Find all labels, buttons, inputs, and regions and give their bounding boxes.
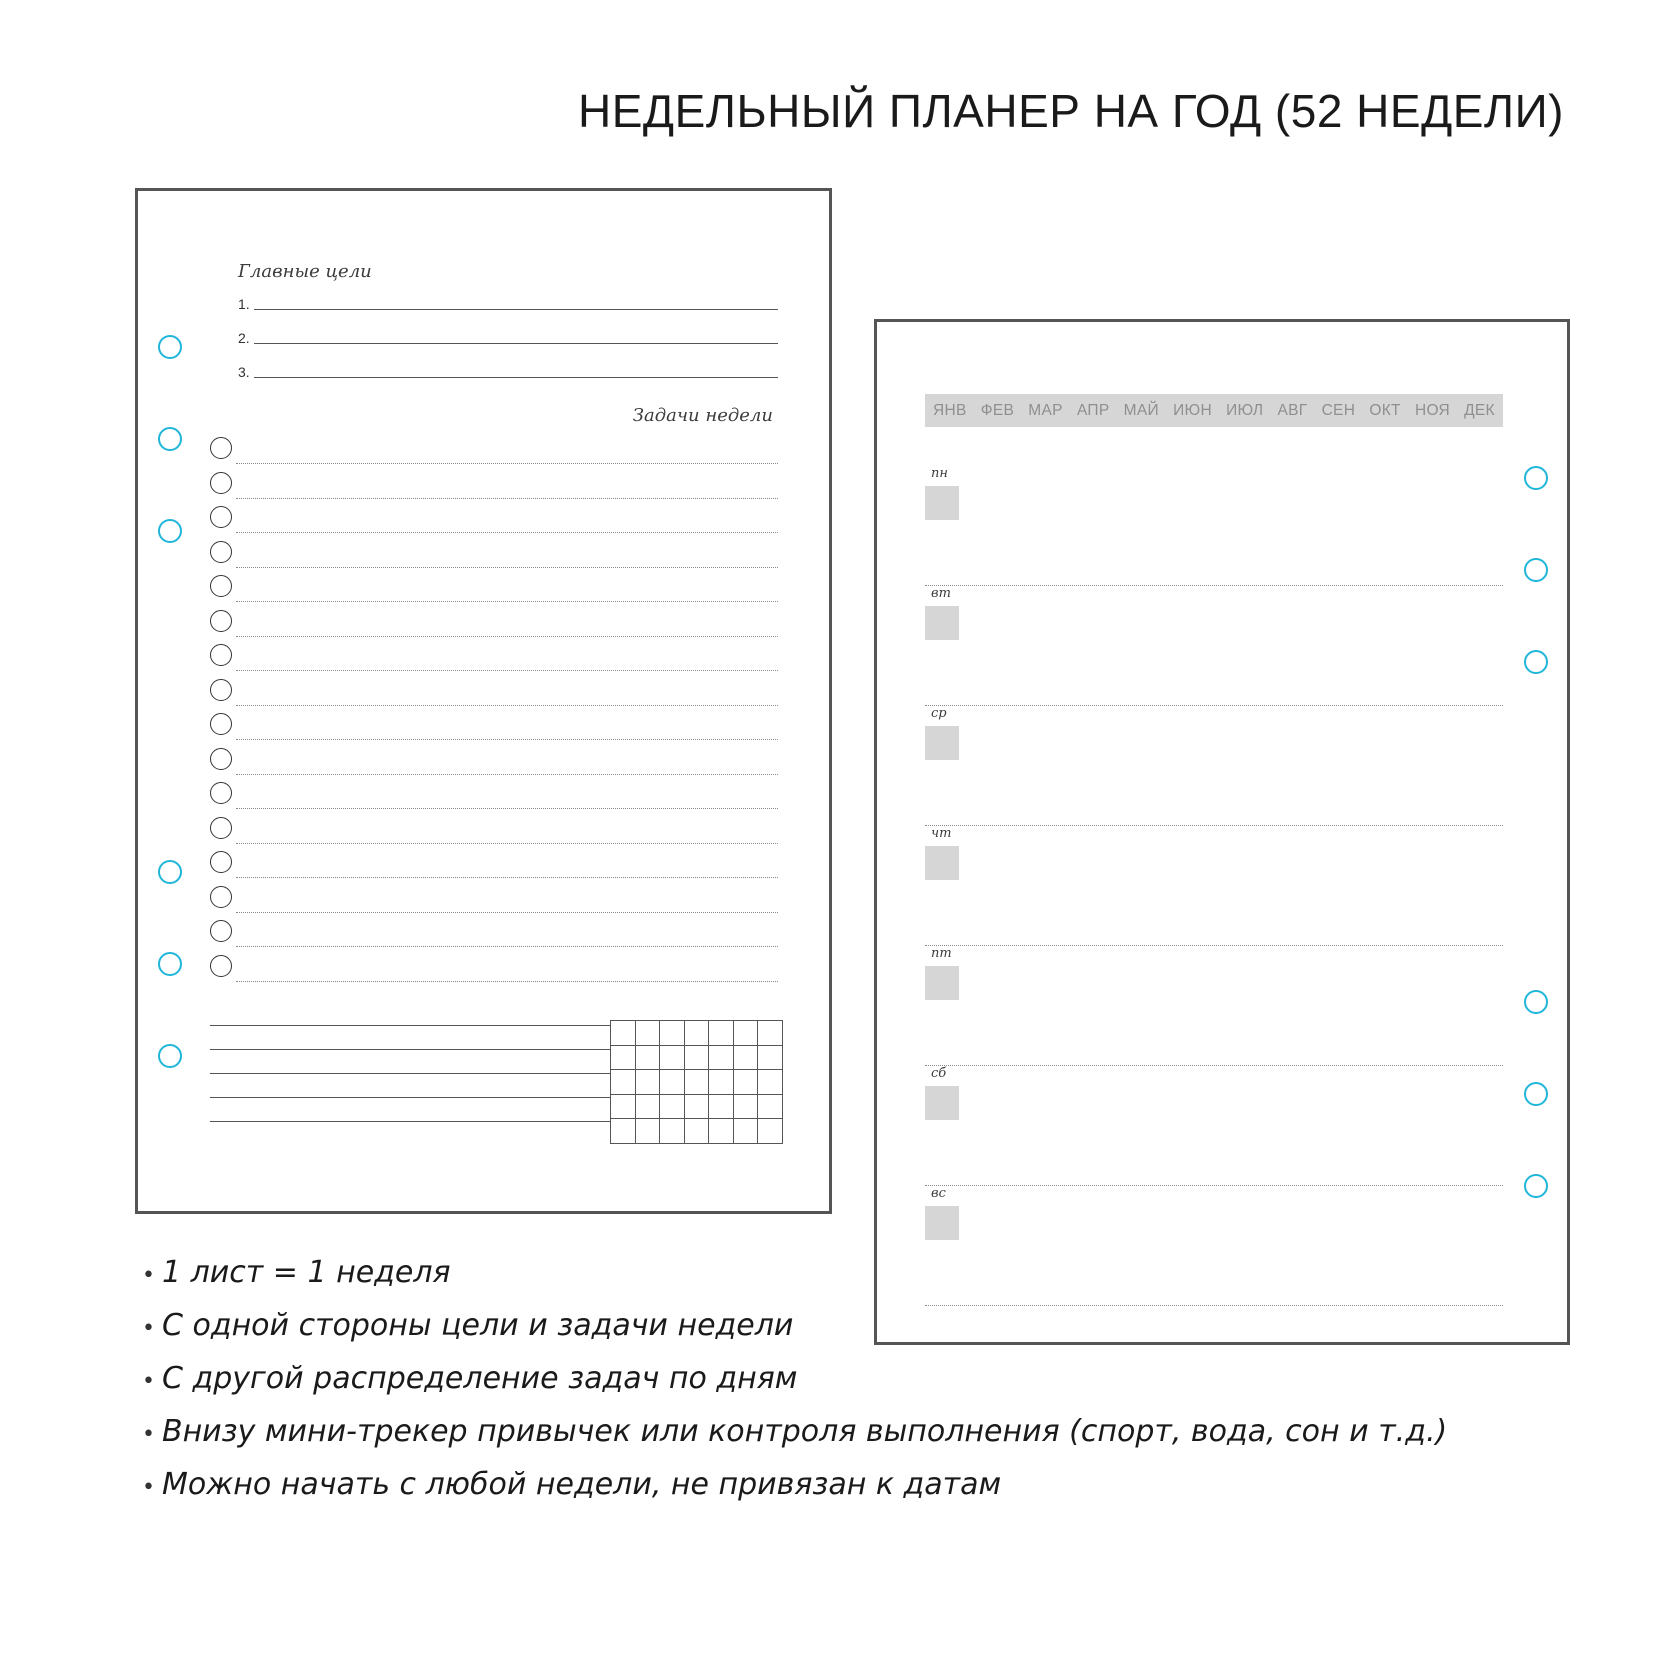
tracker-cell[interactable] (660, 1119, 685, 1144)
tracker-cell[interactable] (734, 1021, 759, 1046)
task-checkbox[interactable] (210, 782, 232, 804)
tracker-cell[interactable] (660, 1046, 685, 1071)
tracker-cell[interactable] (734, 1119, 759, 1144)
feature-item: • Можно начать с любой недели, не привязан к датам (142, 1460, 1447, 1513)
task-checkbox[interactable] (210, 437, 232, 459)
tracker-cell[interactable] (758, 1095, 783, 1120)
goal-row[interactable] (238, 322, 778, 346)
day-row-mon (925, 466, 1503, 586)
binder-hole-icon (1524, 990, 1548, 1014)
day-row-wed (925, 706, 1503, 826)
binder-hole-icon (1524, 650, 1548, 674)
note-line (210, 1121, 610, 1122)
task-row[interactable] (210, 571, 778, 605)
task-row[interactable] (210, 606, 778, 640)
tracker-cell[interactable] (660, 1021, 685, 1046)
task-line (236, 567, 778, 568)
goal-line (254, 377, 778, 378)
tracker-cell[interactable] (734, 1070, 759, 1095)
task-checkbox[interactable] (210, 644, 232, 666)
binder-hole-icon (1524, 466, 1548, 490)
task-line (236, 670, 778, 671)
task-checkbox[interactable] (210, 886, 232, 908)
task-row[interactable] (210, 640, 778, 674)
month-nov[interactable]: НОЯ (1414, 401, 1450, 419)
goals-title: Главные цели (238, 261, 372, 282)
month-may[interactable]: МАЙ (1123, 401, 1159, 419)
task-checkbox[interactable] (210, 610, 232, 632)
tracker-cell[interactable] (611, 1070, 636, 1095)
task-line (236, 532, 778, 533)
tracker-cell[interactable] (734, 1046, 759, 1071)
day-row-sat (925, 1066, 1503, 1186)
task-row[interactable] (210, 675, 778, 709)
task-row[interactable] (210, 951, 778, 985)
tracker-cell[interactable] (636, 1070, 661, 1095)
month-apr[interactable]: АПР (1076, 401, 1110, 419)
task-row[interactable] (210, 433, 778, 467)
tracker-cell[interactable] (709, 1095, 734, 1120)
tracker-cell[interactable] (611, 1021, 636, 1046)
date-box[interactable] (925, 966, 959, 1000)
tracker-cell[interactable] (636, 1119, 661, 1144)
task-row[interactable] (210, 502, 778, 536)
binder-hole-icon (158, 1044, 182, 1068)
task-line (236, 912, 778, 913)
feature-item: • 1 лист = 1 неделя (142, 1248, 1447, 1301)
day-label: пн (931, 466, 948, 481)
feature-item: • С одной стороны цели и задачи недели (142, 1301, 1447, 1354)
month-dec[interactable]: ДЕК (1464, 401, 1495, 419)
tracker-cell[interactable] (709, 1046, 734, 1071)
date-box[interactable] (925, 606, 959, 640)
task-row[interactable] (210, 847, 778, 881)
binder-hole-icon (158, 335, 182, 359)
month-feb[interactable]: ФЕВ (980, 401, 1015, 419)
task-line (236, 739, 778, 740)
day-row-thu (925, 826, 1503, 946)
feature-item: • С другой распределение задач по дням (142, 1354, 1447, 1407)
task-line (236, 981, 778, 982)
task-line (236, 705, 778, 706)
tracker-cell[interactable] (685, 1070, 710, 1095)
tracker-cell[interactable] (758, 1070, 783, 1095)
goals-sheet (135, 188, 832, 1214)
binder-hole-icon (158, 427, 182, 451)
task-row[interactable] (210, 537, 778, 571)
date-box[interactable] (925, 846, 959, 880)
binder-hole-icon (1524, 1082, 1548, 1106)
tracker-cell[interactable] (611, 1046, 636, 1071)
month-aug[interactable]: АВГ (1277, 401, 1308, 419)
task-line (236, 774, 778, 775)
tracker-cell[interactable] (660, 1070, 685, 1095)
day-label: вс (931, 1186, 946, 1201)
month-jul[interactable]: ИЮЛ (1226, 401, 1264, 419)
task-line (236, 636, 778, 637)
date-box[interactable] (925, 486, 959, 520)
day-label: вт (931, 586, 951, 601)
tracker-cell[interactable] (611, 1095, 636, 1120)
tracker-cell[interactable] (758, 1046, 783, 1071)
task-checkbox[interactable] (210, 851, 232, 873)
tracker-cell[interactable] (685, 1119, 710, 1144)
tracker-cell[interactable] (709, 1070, 734, 1095)
day-label: сб (931, 1066, 947, 1081)
tasks-title: Задачи недели (632, 405, 773, 426)
date-box[interactable] (925, 1206, 959, 1240)
task-checkbox[interactable] (210, 920, 232, 942)
tracker-cell[interactable] (758, 1119, 783, 1144)
day-row-fri (925, 946, 1503, 1066)
goal-line (254, 309, 778, 310)
month-jun[interactable]: ИЮН (1173, 401, 1212, 419)
day-label: пт (931, 946, 952, 961)
tracker-cell[interactable] (685, 1046, 710, 1071)
binder-hole-icon (158, 860, 182, 884)
tracker-cell[interactable] (685, 1021, 710, 1046)
month-bar (925, 394, 1503, 427)
tracker-cell[interactable] (611, 1119, 636, 1144)
task-checkbox[interactable] (210, 713, 232, 735)
day-row-tue (925, 586, 1503, 706)
daily-sheet (874, 319, 1570, 1345)
page-title: НЕДЕЛЬНЫЙ ПЛАНЕР НА ГОД (52 НЕДЕЛИ) (578, 85, 1564, 137)
task-row[interactable] (210, 813, 778, 847)
month-oct[interactable]: ОКТ (1369, 401, 1401, 419)
tracker-cell[interactable] (709, 1021, 734, 1046)
month-sep[interactable]: СЕН (1321, 401, 1356, 419)
task-line (236, 808, 778, 809)
task-checkbox[interactable] (210, 955, 232, 977)
binder-hole-icon (1524, 558, 1548, 582)
task-line (236, 946, 778, 947)
goal-number: 1. (238, 296, 250, 312)
tracker-cell[interactable] (685, 1095, 710, 1120)
task-line (236, 498, 778, 499)
task-row[interactable] (210, 778, 778, 812)
note-line (210, 1049, 610, 1050)
tracker-cell[interactable] (709, 1119, 734, 1144)
goal-line (254, 343, 778, 344)
note-line (210, 1025, 610, 1026)
tracker-cell[interactable] (636, 1021, 661, 1046)
feature-list (142, 1248, 1447, 1513)
date-box[interactable] (925, 1086, 959, 1120)
task-line (236, 843, 778, 844)
note-line (210, 1097, 610, 1098)
task-checkbox[interactable] (210, 472, 232, 494)
tracker-cell[interactable] (734, 1095, 759, 1120)
task-row[interactable] (210, 744, 778, 778)
month-jan[interactable]: ЯНВ (933, 401, 967, 419)
task-line (236, 463, 778, 464)
habit-tracker-grid (610, 1020, 783, 1144)
task-row[interactable] (210, 709, 778, 743)
goal-row[interactable] (238, 356, 778, 380)
task-row[interactable] (210, 882, 778, 916)
tracker-cell[interactable] (758, 1021, 783, 1046)
task-checkbox[interactable] (210, 748, 232, 770)
task-row[interactable] (210, 916, 778, 950)
task-line (236, 877, 778, 878)
goal-number: 3. (238, 364, 250, 380)
tracker-cell[interactable] (636, 1095, 661, 1120)
goal-row[interactable] (238, 288, 778, 312)
task-checkbox[interactable] (210, 575, 232, 597)
tracker-cell[interactable] (636, 1046, 661, 1071)
note-line (210, 1073, 610, 1074)
month-mar[interactable]: МАР (1028, 401, 1063, 419)
day-label: ср (931, 706, 947, 721)
date-box[interactable] (925, 726, 959, 760)
feature-item: • Внизу мини-трекер привычек или контроля выполнения (спорт, вода, сон и т.д.) (142, 1407, 1447, 1460)
goal-number: 2. (238, 330, 250, 346)
task-checkbox[interactable] (210, 541, 232, 563)
task-checkbox[interactable] (210, 506, 232, 528)
binder-hole-icon (158, 952, 182, 976)
task-row[interactable] (210, 468, 778, 502)
task-checkbox[interactable] (210, 679, 232, 701)
task-line (236, 601, 778, 602)
task-checkbox[interactable] (210, 817, 232, 839)
binder-hole-icon (1524, 1174, 1548, 1198)
day-label: чт (931, 826, 952, 841)
binder-hole-icon (158, 519, 182, 543)
tracker-cell[interactable] (660, 1095, 685, 1120)
